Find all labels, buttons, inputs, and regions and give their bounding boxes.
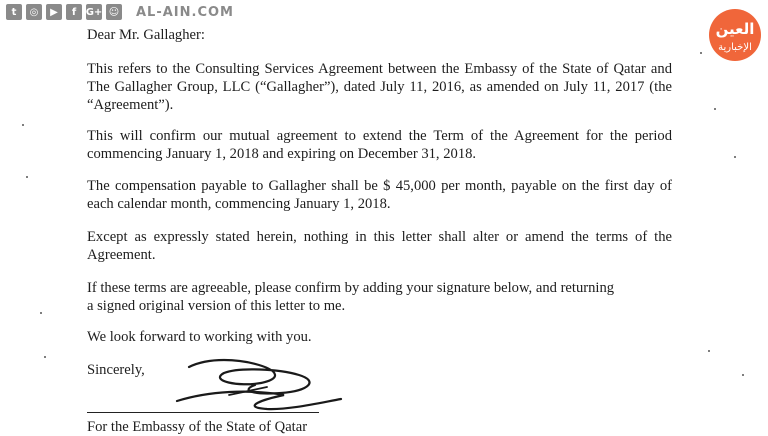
signature-block-label: For the Embassy of the State of Qatar	[87, 419, 308, 435]
al-ain-logo[interactable]	[708, 8, 762, 62]
scan-speck	[40, 312, 42, 314]
twitter-icon[interactable]: t	[6, 4, 22, 20]
scan-speck	[708, 350, 710, 352]
social-bar	[6, 4, 234, 20]
scan-speck	[742, 374, 744, 376]
paragraph-confirmation-request: If these terms are agreeable, please confirm by adding your signature below, and returning a signed original version of this letter to me.	[87, 280, 615, 314]
snapchat-icon[interactable]: ☺	[106, 4, 122, 20]
handwritten-signature	[169, 355, 349, 417]
paragraph-term-extension: This will confirm our mutual agreement to extend the Term of the Agreement for the period commencing January 1, 2018 and expiring on December 31, 2018.	[87, 128, 672, 162]
closing: Sincerely,	[87, 362, 145, 378]
scan-speck	[734, 156, 736, 158]
scan-speck	[22, 124, 24, 126]
site-name[interactable]: AL-AIN.COM	[136, 4, 234, 20]
scan-speck	[714, 108, 716, 110]
logo-text-top: العين	[715, 20, 755, 38]
instagram-icon[interactable]: ◎	[26, 4, 42, 20]
paragraph-compensation: The compensation payable to Gallagher shall be $ 45,000 per month, payable on the first day of each calendar month, commencing January 1, 2018.	[87, 178, 672, 212]
salutation: Dear Mr. Gallagher:	[87, 27, 205, 43]
scan-speck	[700, 52, 702, 54]
signature-line	[87, 412, 319, 413]
paragraph-no-alteration: Except as expressly stated herein, nothing in this letter shall alter or amend the terms of the Agreement.	[87, 229, 672, 263]
facebook-icon[interactable]: f	[66, 4, 82, 20]
logo-text-bottom: الإخبارية	[718, 42, 752, 53]
paragraph-closing-remark: We look forward to working with you.	[87, 329, 312, 345]
google-plus-icon[interactable]: G+	[86, 4, 102, 20]
youtube-icon[interactable]: ▶	[46, 4, 62, 20]
paragraph-agreement-reference: This refers to the Consulting Services Agreement between the Embassy of the State of Qatar and The Gallagher Group, LLC (“Gallagher”), dated July 11, 2016, as amended on July 11, 2017 (the “Agreement”).	[87, 61, 672, 113]
scan-speck	[26, 176, 28, 178]
scan-speck	[44, 356, 46, 358]
